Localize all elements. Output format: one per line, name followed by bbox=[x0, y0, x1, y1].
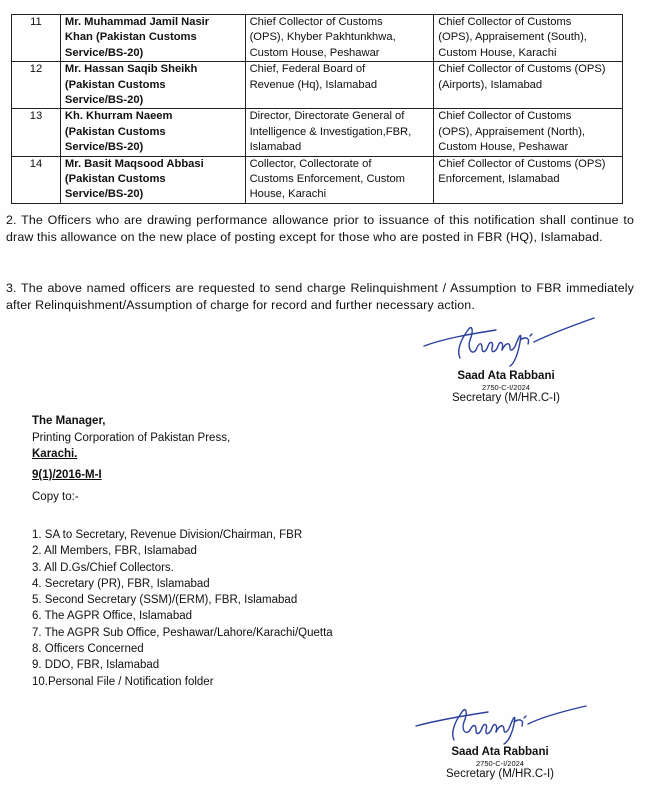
cell-line: Islamabad bbox=[249, 141, 302, 154]
current-posting-cell bbox=[245, 15, 434, 62]
cell-line: Collector, Collectorate of bbox=[249, 157, 372, 170]
signature-block-2 bbox=[410, 700, 590, 781]
table-row bbox=[12, 156, 623, 203]
addressee-title: The Manager, bbox=[32, 415, 106, 427]
officer-name-cell bbox=[60, 109, 245, 156]
cell-line: (Pakistan Customs bbox=[64, 78, 166, 91]
cell-line: (Pakistan Customs bbox=[64, 125, 166, 138]
handwritten-signature-2 bbox=[410, 700, 590, 746]
list-item: 6. The AGPR Office, Islamabad bbox=[32, 610, 193, 623]
postings-table-body bbox=[12, 15, 623, 204]
serial-number-cell: 11 bbox=[12, 15, 61, 62]
new-posting-cell bbox=[434, 109, 623, 156]
signatory-designation-2: Secretary (M/HR.C-I) bbox=[446, 768, 554, 780]
new-posting-cell bbox=[434, 156, 623, 203]
cell-line: Mr. Muhammad Jamil Nasir bbox=[64, 16, 210, 28]
signatory-name-2: Saad Ata Rabbani bbox=[451, 746, 549, 758]
cell-line: Kh. Khurram Naeem bbox=[64, 110, 173, 123]
cell-line: Chief Collector of Customs (OPS) bbox=[438, 63, 606, 76]
list-item: 5. Second Secretary (SSM)/(ERM), FBR, Islamabad bbox=[32, 594, 298, 607]
table-row bbox=[12, 62, 623, 109]
cell-line: (Airports), Islamabad bbox=[438, 78, 543, 91]
list-item: 4. Secretary (PR), FBR, Islamabad bbox=[32, 577, 210, 590]
current-posting-cell bbox=[245, 156, 434, 203]
cell-line: Chief Collector of Customs bbox=[438, 16, 572, 28]
cell-line: Chief Collector of Customs bbox=[438, 110, 572, 123]
cell-line: Service/BS-20) bbox=[64, 94, 144, 107]
cell-line: Enforcement, Islamabad bbox=[438, 173, 560, 186]
file-number: 9(1)/2016-M-I bbox=[32, 469, 102, 481]
signatory-code-2: 2750-C-I/2024 bbox=[476, 759, 524, 768]
cell-line: Custom House, Peshawar bbox=[438, 141, 569, 154]
cell-line: Chief Collector of Customs (OPS) bbox=[438, 157, 606, 170]
copy-to-label: Copy to:- bbox=[32, 491, 79, 503]
list-item: 9. DDO, FBR, Islamabad bbox=[32, 659, 160, 672]
new-posting-cell bbox=[434, 15, 623, 62]
cell-line: (OPS), Khyber Pakhtunkhwa, bbox=[249, 31, 396, 44]
cell-line: (OPS), Appraisement (South), bbox=[438, 31, 587, 44]
cell-line: Director, Directorate General of bbox=[249, 110, 405, 123]
serial-number-cell: 12 bbox=[12, 62, 61, 109]
cell-line: Chief Collector of Customs bbox=[249, 16, 383, 28]
cell-line: Intelligence & Investigation,FBR, bbox=[249, 125, 412, 138]
officer-name-cell bbox=[60, 62, 245, 109]
signatory-code-1: 2750-C-I/2024 bbox=[482, 383, 530, 392]
addressee-organisation: Printing Corporation of Pakistan Press, bbox=[32, 432, 231, 444]
table-row bbox=[12, 109, 623, 156]
cell-line: Service/BS-20) bbox=[64, 141, 144, 154]
current-posting-cell bbox=[245, 109, 434, 156]
paragraph-3: 3. The above named officers are requested to send charge Relinquishment / Assumption to FBR immediately after Relinquishment/Assumption of charge for record and further necessary action. bbox=[6, 281, 634, 312]
cell-line: Chief, Federal Board of bbox=[249, 63, 366, 76]
cell-line: Custom House, Karachi bbox=[438, 46, 557, 59]
list-item: 3. All D.Gs/Chief Collectors. bbox=[32, 561, 174, 574]
cell-line: (OPS), Appraisement (North), bbox=[438, 125, 586, 138]
officer-name-cell bbox=[60, 15, 245, 62]
current-posting-cell bbox=[245, 62, 434, 109]
signatory-designation-1: Secretary (M/HR.C-I) bbox=[452, 392, 560, 404]
cell-line: (Pakistan Customs bbox=[64, 173, 166, 186]
list-item: 10.Personal File / Notification folder bbox=[32, 675, 214, 688]
serial-number-cell: 13 bbox=[12, 109, 61, 156]
list-item: 2. All Members, FBR, Islamabad bbox=[32, 545, 197, 558]
postings-table bbox=[11, 14, 623, 204]
signature-block-1 bbox=[416, 312, 596, 405]
officer-name-cell bbox=[60, 156, 245, 203]
cell-line: Revenue (Hq), Islamabad bbox=[249, 78, 378, 91]
cell-line: Khan (Pakistan Customs bbox=[64, 31, 197, 44]
cell-line: Service/BS-20) bbox=[64, 46, 144, 59]
cell-line: Service/BS-20) bbox=[64, 188, 144, 201]
table-row bbox=[12, 15, 623, 62]
cell-line: Customs Enforcement, Custom bbox=[249, 173, 405, 186]
addressee-city: Karachi. bbox=[32, 448, 78, 460]
cell-line: Mr. Basit Maqsood Abbasi bbox=[64, 157, 204, 170]
serial-number-cell: 14 bbox=[12, 156, 61, 203]
list-item: 7. The AGPR Sub Office, Peshawar/Lahore/Karachi/Quetta bbox=[32, 626, 333, 639]
list-item: 1. SA to Secretary, Revenue Division/Chairman, FBR bbox=[32, 529, 303, 541]
signatory-name-1: Saad Ata Rabbani bbox=[457, 370, 555, 382]
cell-line: House, Karachi bbox=[249, 188, 327, 201]
copy-to-list bbox=[32, 527, 333, 690]
list-item: 8. Officers Concerned bbox=[32, 643, 144, 656]
cell-line: Custom House, Peshawar bbox=[249, 46, 380, 59]
new-posting-cell bbox=[434, 62, 623, 109]
cell-line: Mr. Hassan Saqib Sheikh bbox=[64, 63, 198, 76]
paragraph-2: 2. The Officers who are drawing performance allowance prior to issuance of this notification shall continue to draw this allowance on the new place of posting except for those who are posted in FBR (HQ), Islamabad. bbox=[6, 213, 634, 244]
handwritten-signature-1 bbox=[416, 312, 596, 370]
